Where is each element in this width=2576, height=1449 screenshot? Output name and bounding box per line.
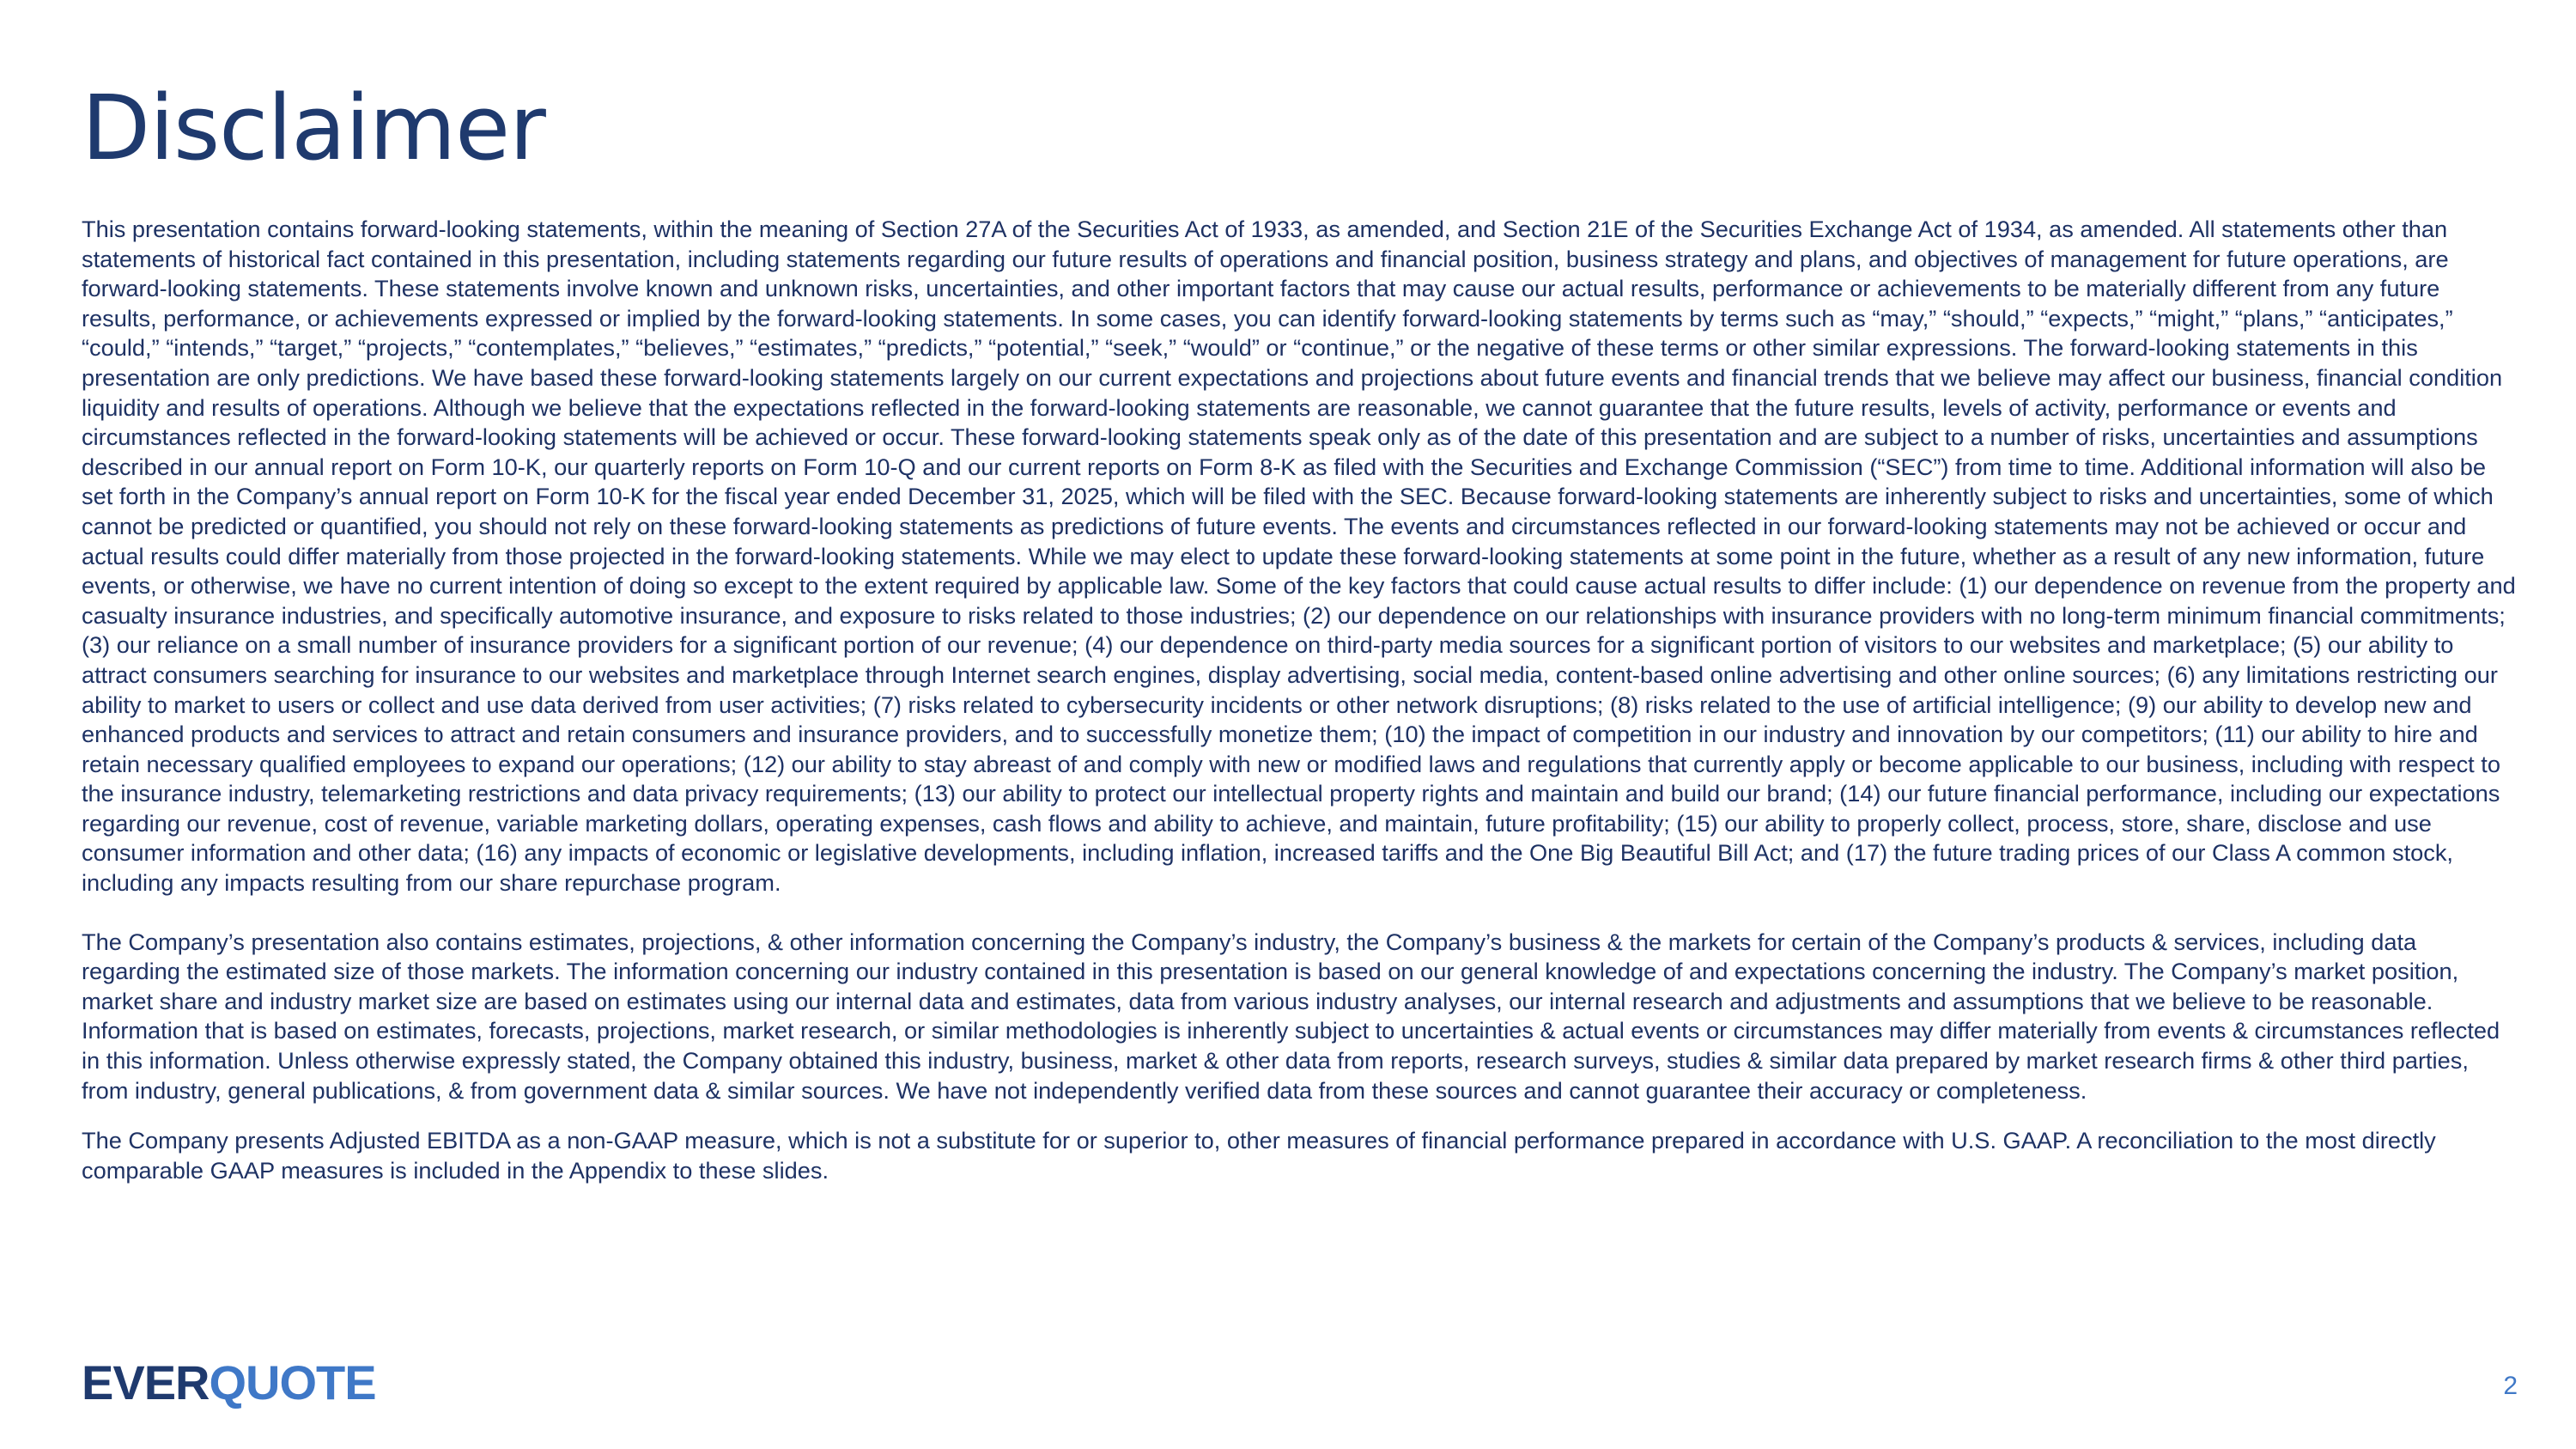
logo-text-ever: EVER: [82, 1355, 210, 1409]
page-number: 2: [2503, 1372, 2518, 1400]
disclaimer-paragraph-non-gaap: The Company presents Adjusted EBITDA as a non-GAAP measure, which is not a substitute for or superior to, other measures of financial performance prepared in accordance with U.S. GAAP. A reconciliation to the most directly comparable GAAP measures is included in the Appendix to these slides.: [82, 1127, 2436, 1184]
disclaimer-body: [82, 215, 2520, 1185]
everquote-logo: [82, 1355, 376, 1409]
page-title: Disclaimer: [82, 76, 545, 180]
disclaimer-paragraph-market-data: The Company’s presentation also contains estimates, projections, & other information concerning the Company’s industry, the Company’s business & the markets for certain of the Company’s products & services, including data regarding the estimated size of those markets. The information concerning our industry contained in this presentation is based on our general knowledge of and expectations concerning the industry. The Company’s market position, market share and industry market size are based on estimates using our internal data and estimates, data from various industry analyses, our internal research and adjustments and assumptions that we believe to be reasonable. Information that is based on estimates, forecasts, projections, market research, or similar methodologies is inherently subject to uncertainties & actual events or circumstances may differ materially from events & circumstances reflected in this information. Unless otherwise expressly stated, the Company obtained this industry, business, market & other data from reports, research surveys, studies & similar data prepared by market research firms & other third parties, from industry, general publications, & from government data & similar sources. We have not independently verified data from these sources and cannot guarantee their accuracy or completeness.: [82, 928, 2500, 1104]
disclaimer-paragraph-forward-looking: This presentation contains forward-looking statements, within the meaning of Section 27A of the Securities Act of 1933, as amended, and Section 21E of the Securities Exchange Act of 1934, as amended. All statements other than statements of historical fact contained in this presentation, including statements regarding our future results of operations and financial position, business strategy and plans, and objectives of management for future operations, are forward-looking statements. These statements involve known and unknown risks, uncertainties, and other important factors that may cause our actual results, performance or achievements to be materially different from any future results, performance, or achievements expressed or implied by the forward-looking statements. In some cases, you can identify forward-looking statements by terms such as “may,” “should,” “expects,” “might,” “plans,” “anticipates,” “could,” “intends,” “target,” “projects,” “contemplates,” “believes,” “estimates,” “predicts,” “potential,” “seek,” “would” or “continue,” or the negative of these terms or other similar expressions. The forward-looking statements in this presentation are only predictions. We have based these forward-looking statements largely on our current expectations and projections about future events and financial trends that we believe may affect our business, financial condition liquidity and results of operations. Although we believe that the expectations reflected in the forward-looking statements are reasonable, we cannot guarantee that the future results, levels of activity, performance or events and circumstances reflected in the forward-looking statements will be achieved or occur. These forward-looking statements speak only as of the date of this presentation and are subject to a number of risks, uncertainties and assumptions described in our annual report on Form 10-K, our quarterly reports on Form 10-Q and our current reports on Form 8-K as filed with the Securities and Exchange Commission (“SEC”) from time to time. Additional information will also be set forth in the Company’s annual report on Form 10-K for the fiscal year ended December 31, 2025, which will be filed with the SEC. Because forward-looking statements are inherently subject to risks and uncertainties, some of which cannot be predicted or quantified, you should not rely on these forward-looking statements as predictions of future events. The events and circumstances reflected in our forward-looking statements may not be achieved or occur and actual results could differ materially from those projected in the forward-looking statements. While we may elect to update these forward-looking statements at some point in the future, whether as a result of any new information, future events, or otherwise, we have no current intention of doing so except to the extent required by applicable law. Some of the key factors that could cause actual results to differ include: (1) our dependence on revenue from the property and casualty insurance industries, and specifically automotive insurance, and exposure to risks related to those industries; (2) our dependence on our relationships with insurance providers with no long-term minimum financial commitments; (3) our reliance on a small number of insurance providers for a significant portion of our revenue; (4) our dependence on third-party media sources for a significant portion of visitors to our websites and marketplace; (5) our ability to attract consumers searching for insurance to our websites and marketplace through Internet search engines, display advertising, social media, content-based online advertising and other online sources; (6) any limitations restricting our ability to market to users or collect and use data derived from user activities; (7) risks related to cybersecurity incidents or other network disruptions; (8) risks related to the use of artificial intelligence; (9) our ability to develop new and enhanced products and services to attract and retain consumers and insurance providers, and to successfully monetize them; (10) the impact of competition in our industry and innovation by our competitors; (11) our ability to hire and retain necessary qualified employees to expand our operations; (12) our ability to stay abreast of and comply with new or modified laws and regulations that currently apply or become applicable to our business, including with respect to the insurance industry, telemarketing restrictions and data privacy requirements; (13) our ability to protect our intellectual property rights and maintain and build our brand; (14) our future financial performance, including our expectations regarding our revenue, cost of revenue, variable marketing dollars, operating expenses, cash flows and ability to achieve, and maintain, future profitability; (15) our ability to properly collect, process, store, share, disclose and use consumer information and other data; (16) any impacts of economic or legislative developments, including inflation, increased tariffs and the One Big Beautiful Bill Act; and (17) the future trading prices of our Class A common stock, including any impacts resulting from our share repurchase program.: [82, 216, 2516, 897]
logo-text-quote: QUOTE: [209, 1355, 376, 1409]
